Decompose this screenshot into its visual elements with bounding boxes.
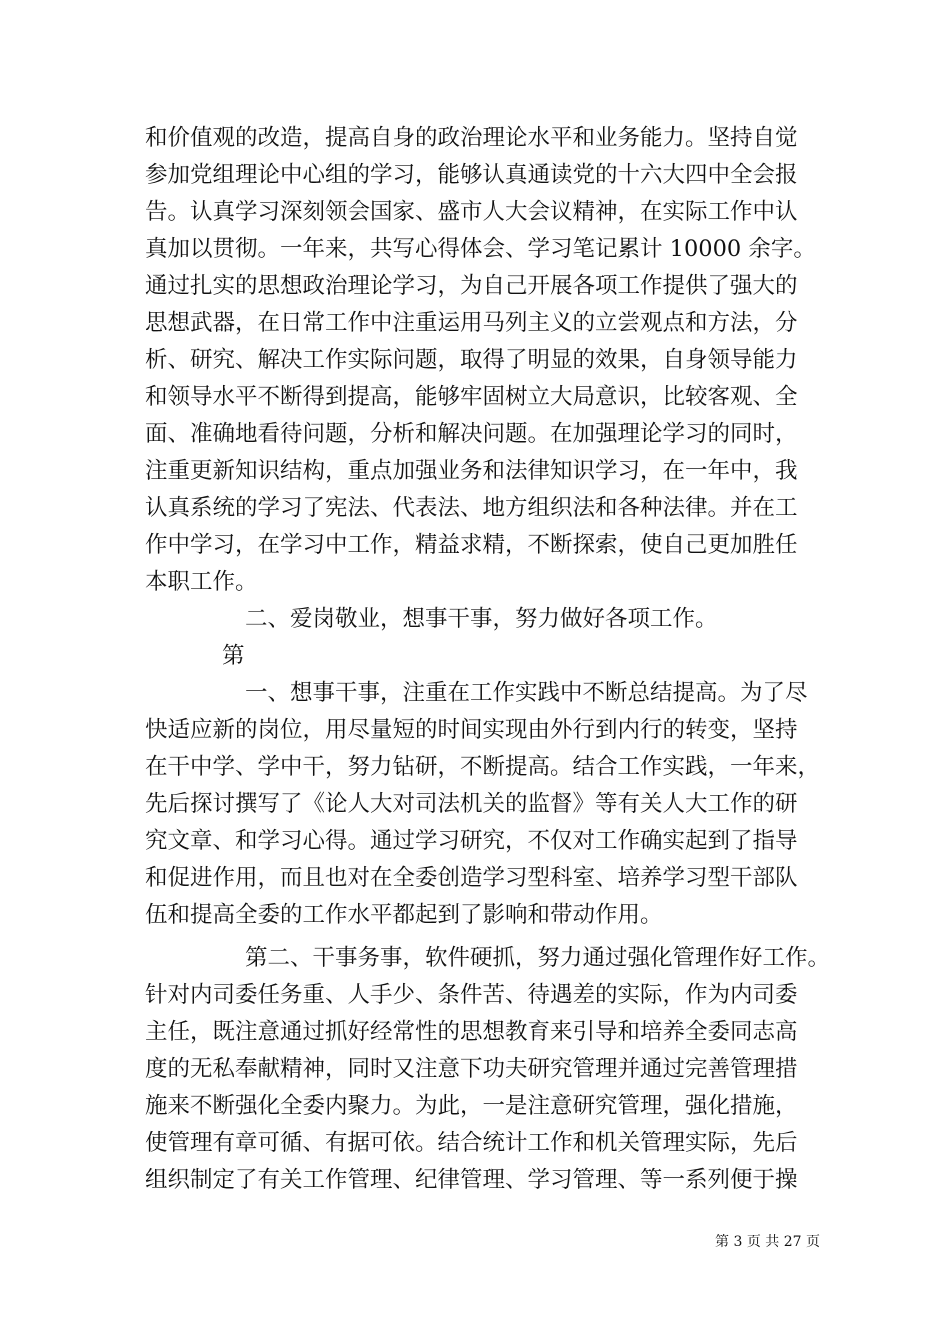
text-line: 和价值观的改造，提高自身的政治理论水平和业务能力。坚持自觉: [145, 125, 798, 151]
text-line: 告。认真学习深刻领会国家、盛市人大会议精神，在实际工作中认: [145, 199, 798, 225]
text-line: 主任，既注意通过抓好经常性的思想教育来引导和培养全委同志高: [145, 1019, 798, 1045]
text-line: 本职工作。: [145, 569, 258, 595]
text-line: 注重更新知识结构，重点加强业务和法律知识学习，在一年中，我: [145, 458, 798, 484]
page-number: 第 3 页 共 27 页: [715, 1234, 820, 1250]
text-line: 认真系统的学习了宪法、代表法、地方组织法和各种法律。并在工: [145, 495, 798, 521]
text-line: 在干中学、学中干，努力钻研，不断提高。结合工作实践，一年来，: [145, 754, 821, 780]
section-heading: 二、爱岗敬业，想事干事，努力做好各项工作。: [245, 606, 718, 632]
text-line: 思想武器，在日常工作中注重运用马列主义的立尝观点和方法，分: [145, 310, 798, 336]
text-line: 参加党组理论中心组的学习，能够认真通读党的十六大四中全会报: [145, 162, 798, 188]
text-line: 第二、干事务事，软件硬抓，努力通过强化管理作好工作。: [245, 945, 831, 971]
text-line: 析、研究、解决工作实际问题，取得了明显的效果，自身领导能力: [145, 347, 798, 373]
text-line: 通过扎实的思想政治理论学习，为自己开展各项工作提供了强大的: [145, 273, 798, 299]
text-line: 一、想事干事，注重在工作实践中不断总结提高。为了尽: [245, 680, 808, 706]
text-line: 和促进作用，而且也对在全委创造学习型科室、培养学习型干部队: [145, 865, 798, 891]
text-line: 第: [222, 643, 245, 669]
text-line: 和领导水平不断得到提高，能够牢固树立大局意识，比较客观、全: [145, 384, 798, 410]
text-line: 施来不断强化全委内聚力。为此，一是注意研究管理，强化措施，: [145, 1093, 798, 1119]
text-line: 组织制定了有关工作管理、纪律管理、学习管理、等一系列便于操: [145, 1167, 798, 1193]
text-line: 究文章、和学习心得。通过学习研究，不仅对工作确实起到了指导: [145, 828, 798, 854]
text-line: 使管理有章可循、有据可依。结合统计工作和机关管理实际，先后: [145, 1130, 798, 1156]
text-line: 度的无私奉献精神，同时又注意下功夫研究管理并通过完善管理措: [145, 1056, 798, 1082]
text-line: 先后探讨撰写了《论人大对司法机关的监督》等有关人大工作的研: [145, 791, 798, 817]
text-line: 面、准确地看待问题，分析和解决问题。在加强理论学习的同时，: [145, 421, 798, 447]
text-line: 快适应新的岗位，用尽量短的时间实现由外行到内行的转变，坚持: [145, 717, 798, 743]
text-line: 真加以贯彻。一年来，共写心得体会、学习笔记累计 10000 余字。: [145, 236, 816, 262]
text-line: 作中学习，在学习中工作，精益求精，不断探索，使自己更加胜任: [145, 532, 798, 558]
text-line: 针对内司委任务重、人手少、条件苦、待遇差的实际，作为内司委: [145, 982, 798, 1008]
text-line: 伍和提高全委的工作水平都起到了影响和带动作用。: [145, 902, 663, 928]
